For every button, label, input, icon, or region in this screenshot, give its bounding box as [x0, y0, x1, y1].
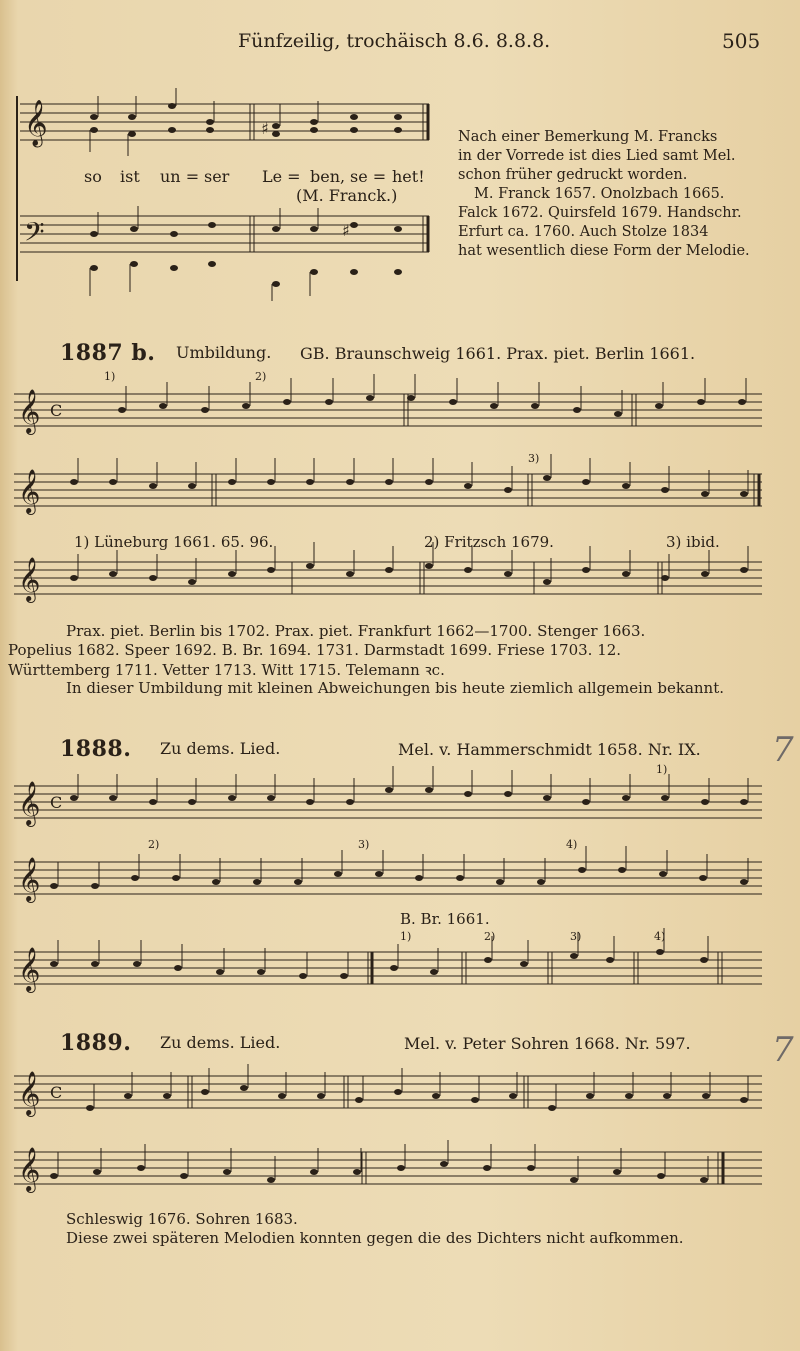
staff-1889-2 [14, 1144, 764, 1194]
notehead [740, 799, 748, 805]
notehead [149, 575, 157, 581]
notehead [257, 969, 265, 975]
notehead [346, 799, 354, 805]
lyric-4: ser [204, 167, 230, 186]
notehead [240, 1085, 248, 1091]
notehead [223, 1169, 231, 1175]
pencil-mark: 7 [772, 730, 794, 770]
notehead [504, 571, 512, 577]
notehead [137, 1165, 145, 1171]
notehead [625, 1093, 633, 1099]
text-1889-2: Diese zwei späteren Melodien konnten gegen die des Dichters nicht aufkommen. [66, 1229, 684, 1247]
notehead [464, 483, 472, 489]
notehead [543, 475, 551, 481]
notehead [740, 1097, 748, 1103]
svg-text:𝄢: 𝄢 [24, 216, 45, 254]
section-sources-1887b: GB. Braunschweig 1661. Prax. piet. Berlin 1661. [300, 344, 696, 363]
notehead [582, 567, 590, 573]
notehead [471, 1097, 479, 1103]
notehead [355, 1097, 363, 1103]
notehead [661, 795, 669, 801]
footnote-mark: 4) [654, 930, 666, 943]
lyric-8: het! [392, 167, 425, 186]
notehead [496, 879, 504, 885]
top-note-5: Falck 1672. Quirsfeld 1679. Handschr. [458, 205, 742, 221]
notehead [548, 1105, 556, 1111]
notehead [622, 795, 630, 801]
notehead [91, 883, 99, 889]
notehead [306, 563, 314, 569]
footnote-mark: 1) [656, 763, 668, 776]
notehead [430, 969, 438, 975]
notehead [582, 799, 590, 805]
top-note-2: in der Vorrede ist dies Lied samt Mel. [458, 148, 736, 164]
svg-text:𝄞: 𝄞 [18, 857, 41, 901]
notehead [325, 399, 333, 405]
notehead [299, 973, 307, 979]
notehead [464, 567, 472, 573]
notehead [520, 961, 528, 967]
notehead [504, 791, 512, 797]
notehead [278, 1093, 286, 1099]
notehead [340, 973, 348, 979]
svg-text:𝄞: 𝄞 [24, 100, 48, 146]
footnote-mark: 2) [255, 370, 267, 383]
pencil-mark: 7 [772, 1030, 794, 1070]
section-title-1889: Zu dems. Lied. [160, 1033, 281, 1052]
notehead [212, 879, 220, 885]
notehead [484, 957, 492, 963]
notehead [294, 879, 302, 885]
notehead [701, 799, 709, 805]
variant-label-1: 1) Lüneburg 1661. 65. 96. [74, 533, 274, 551]
section-source-1888: Mel. v. Hammerschmidt 1658. Nr. IX. [398, 740, 701, 759]
staff-1887b-variants [14, 554, 764, 604]
notehead [700, 957, 708, 963]
notehead [702, 1093, 710, 1099]
footnote-mark: 3) [358, 838, 370, 851]
notehead [109, 571, 117, 577]
notehead [740, 879, 748, 885]
notehead [432, 1093, 440, 1099]
variant-label-3: 3) ibid. [666, 533, 720, 551]
notehead [543, 795, 551, 801]
text-1887b-1: Prax. piet. Berlin bis 1702. Prax. piet. Frankfurt 1662—1700. Stenger 1663. [66, 622, 646, 640]
notehead [109, 795, 117, 801]
lyric-3: un = [160, 167, 200, 186]
notehead [109, 479, 117, 485]
notehead [118, 407, 126, 413]
lyric-6: ben, [310, 167, 346, 186]
notehead [415, 875, 423, 881]
notehead [440, 1161, 448, 1167]
notehead [86, 1105, 94, 1111]
notehead [606, 957, 614, 963]
lyric-1: so [84, 167, 102, 186]
notehead [385, 567, 393, 573]
notehead [527, 1165, 535, 1171]
notehead [407, 395, 415, 401]
notehead [700, 1177, 708, 1183]
staff-1887b-1 [14, 386, 764, 436]
lyric-2: ist [120, 167, 140, 186]
notehead [131, 875, 139, 881]
footnote-mark: 3) [570, 930, 582, 943]
notehead [740, 567, 748, 573]
footnote-mark: 3) [528, 452, 540, 465]
notehead [570, 1177, 578, 1183]
notehead [180, 1173, 188, 1179]
notehead [133, 961, 141, 967]
notehead [346, 571, 354, 577]
notehead [661, 575, 669, 581]
notehead [699, 875, 707, 881]
notehead [188, 579, 196, 585]
notehead [306, 479, 314, 485]
notehead [464, 791, 472, 797]
staff-1887b-2 [14, 466, 764, 516]
notehead [317, 1093, 325, 1099]
footnote-mark: 2) [484, 930, 496, 943]
notehead [449, 399, 457, 405]
footnote-mark: 4) [566, 838, 578, 851]
top-note-7: hat wesentlich diese Form der Melodie. [458, 243, 750, 259]
notehead [390, 965, 398, 971]
notehead [149, 483, 157, 489]
svg-text:♯: ♯ [342, 221, 350, 240]
staff-1888-1 [14, 778, 764, 828]
section-number-1889: 1889. [60, 1030, 132, 1056]
text-1887b-2: Popelius 1682. Speer 1692. B. Br. 1694. 1731. Darmstadt 1699. Friese 1703. 12. [8, 641, 622, 659]
notehead [228, 795, 236, 801]
notehead [385, 479, 393, 485]
notehead [570, 953, 578, 959]
text-1887b-4: In dieser Umbildung mit kleinen Abweichungen bis heute ziemlich allgemein bekannt. [66, 679, 725, 697]
notehead [174, 965, 182, 971]
notehead [697, 399, 705, 405]
notehead [310, 1169, 318, 1175]
notehead [701, 491, 709, 497]
svg-text:𝄞: 𝄞 [18, 781, 41, 825]
lyric-7: se = [350, 167, 387, 186]
notehead [50, 1173, 58, 1179]
notehead [70, 795, 78, 801]
notehead [397, 1165, 405, 1171]
notehead [163, 1093, 171, 1099]
notehead [456, 875, 464, 881]
section-number-1887b: 1887 b. [60, 340, 156, 366]
notehead [655, 403, 663, 409]
notehead [93, 1169, 101, 1175]
svg-text:𝄞: 𝄞 [18, 389, 41, 433]
notehead [306, 799, 314, 805]
notehead [70, 575, 78, 581]
notehead [622, 571, 630, 577]
notehead [385, 787, 393, 793]
notehead [253, 879, 261, 885]
notehead [91, 961, 99, 967]
notehead [334, 871, 342, 877]
running-header: Fünfzeilig, trochäisch 8.6. 8.8.8. [238, 30, 551, 52]
notehead [586, 1093, 594, 1099]
notehead [509, 1093, 517, 1099]
notehead [483, 1165, 491, 1171]
notehead [242, 403, 250, 409]
notehead [201, 407, 209, 413]
top-attribution: (M. Franck.) [296, 186, 398, 205]
notehead [228, 571, 236, 577]
section-number-1888: 1888. [60, 736, 132, 762]
top-note-4: M. Franck 1657. Onolzbach 1665. [474, 186, 725, 202]
notehead [366, 395, 374, 401]
notehead [50, 883, 58, 889]
svg-text:C: C [50, 1083, 63, 1102]
svg-text:𝄞: 𝄞 [18, 1147, 41, 1191]
svg-text:C: C [50, 793, 63, 812]
notehead [582, 479, 590, 485]
notehead [50, 961, 58, 967]
notehead [124, 1093, 132, 1099]
notehead [159, 403, 167, 409]
notehead [661, 487, 669, 493]
section-title-1887b: Umbildung. [176, 343, 272, 362]
svg-text:𝄞: 𝄞 [18, 557, 41, 601]
notehead [531, 403, 539, 409]
notehead [504, 487, 512, 493]
notehead [614, 411, 622, 417]
notehead [346, 479, 354, 485]
svg-text:𝄞: 𝄞 [18, 469, 41, 513]
svg-text:𝄞: 𝄞 [18, 1071, 41, 1115]
top-note-6: Erfurt ca. 1760. Auch Stolze 1834 [458, 224, 709, 240]
svg-text:C: C [50, 401, 63, 420]
footnote-mark: 2) [148, 838, 160, 851]
notehead [537, 879, 545, 885]
notehead [656, 949, 664, 955]
section-source-1889: Mel. v. Peter Sohren 1668. Nr. 597. [404, 1034, 691, 1053]
staff-1889-1 [14, 1068, 764, 1118]
notehead [267, 1177, 275, 1183]
top-note-1: Nach einer Bemerkung M. Francks [458, 129, 718, 145]
notehead [267, 567, 275, 573]
footnote-mark: 1) [104, 370, 116, 383]
notehead [613, 1169, 621, 1175]
notehead [267, 795, 275, 801]
svg-text:𝄞: 𝄞 [18, 947, 41, 991]
notehead [149, 799, 157, 805]
notehead [425, 563, 433, 569]
notehead [578, 867, 586, 873]
notehead [188, 483, 196, 489]
notehead [663, 1093, 671, 1099]
staff-1888-2 [14, 854, 764, 904]
notehead [353, 1169, 361, 1175]
notehead [622, 483, 630, 489]
variant-source-1888: B. Br. 1661. [400, 910, 490, 928]
notehead [70, 479, 78, 485]
notehead [394, 1089, 402, 1095]
notehead [425, 787, 433, 793]
notehead [425, 479, 433, 485]
notehead [172, 875, 180, 881]
notehead [267, 479, 275, 485]
notehead [573, 407, 581, 413]
notehead [659, 871, 667, 877]
lyric-5: Le = [262, 167, 301, 186]
notehead [375, 871, 383, 877]
notehead [490, 403, 498, 409]
svg-text:♯: ♯ [261, 119, 269, 138]
notehead [216, 969, 224, 975]
staff-1888-3 [14, 944, 764, 994]
text-1887b-3: Württemberg 1711. Vetter 1713. Witt 1715. Telemann ꝛc. [8, 661, 445, 679]
text-1889-1: Schleswig 1676. Sohren 1683. [66, 1210, 298, 1228]
notehead [618, 867, 626, 873]
notehead [188, 799, 196, 805]
notehead [701, 571, 709, 577]
notehead [657, 1173, 665, 1179]
notehead [201, 1089, 209, 1095]
notehead [283, 399, 291, 405]
top-note-3: schon früher gedruckt worden. [458, 167, 688, 183]
notehead [738, 399, 746, 405]
notehead [228, 479, 236, 485]
variant-label-2: 2) Fritzsch 1679. [424, 533, 554, 551]
notehead [740, 491, 748, 497]
footnote-mark: 1) [400, 930, 412, 943]
page-number: 505 [722, 29, 761, 53]
section-title-1888: Zu dems. Lied. [160, 739, 281, 758]
notehead [543, 579, 551, 585]
